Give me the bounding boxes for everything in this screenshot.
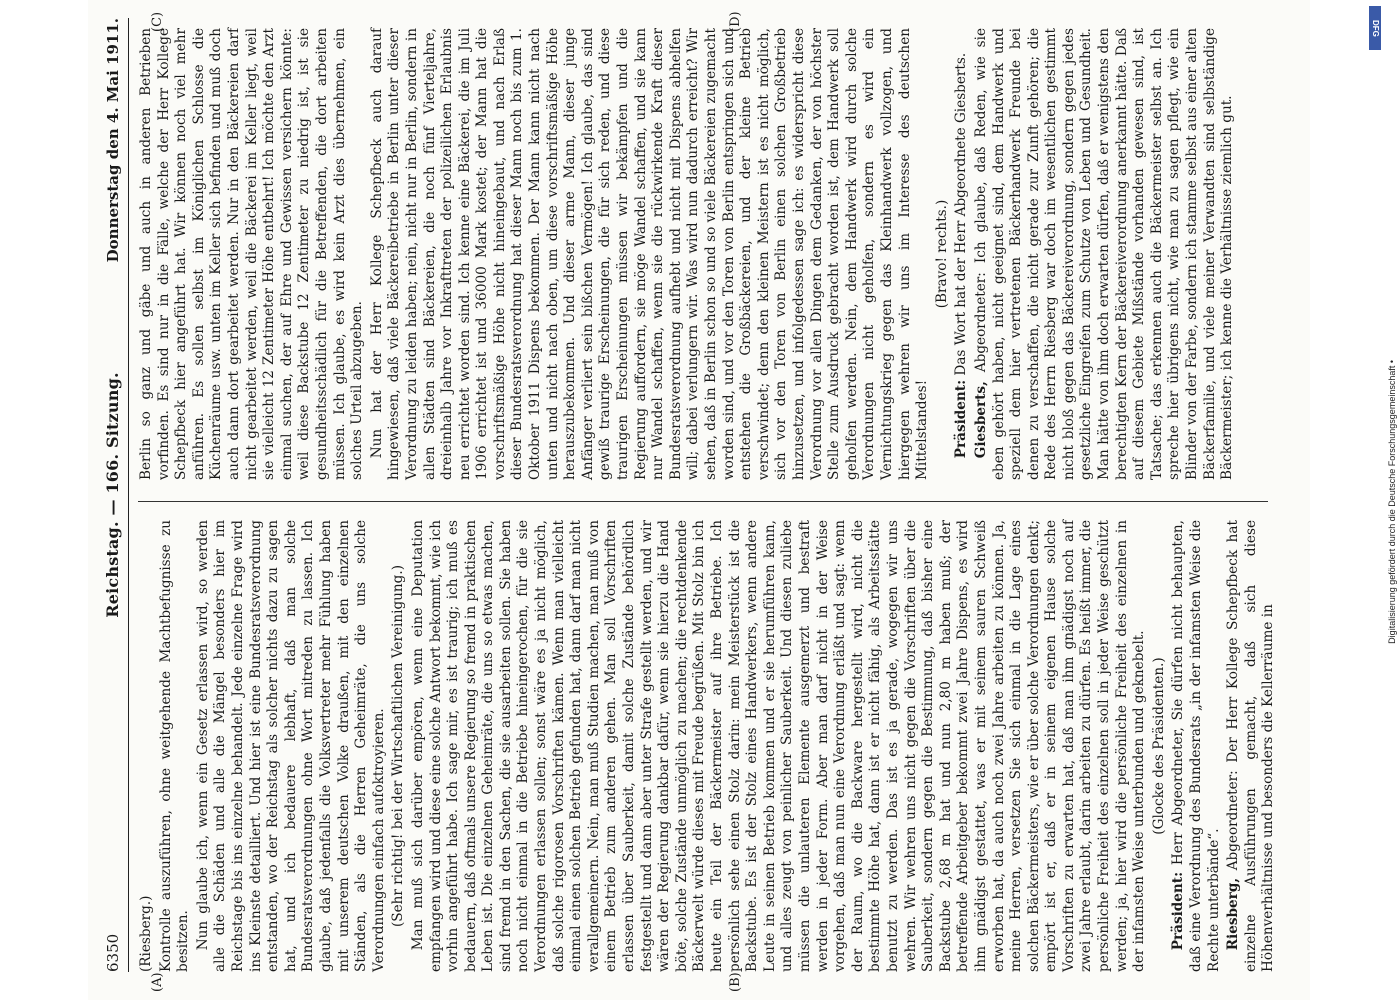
speaker-name: Riesberg, <box>1225 877 1242 951</box>
page-number: 6350 <box>104 933 122 972</box>
speaker-name: Präsident: <box>1170 871 1187 951</box>
speech-text: Herr Abgeordneter, Sie dürfen nicht behaupten, daß eine Verordnung des Bundesrats „in der infamsten Weise die Rechte unterbände“. <box>1170 520 1222 972</box>
page-title: Reichstag. — 166. Sitzung. <box>103 372 122 618</box>
paragraph <box>1225 520 1278 972</box>
document-page <box>88 0 1310 1000</box>
margin-marker-c: (C) <box>150 11 165 32</box>
dfg-logo: DFG <box>1369 6 1381 50</box>
page-header <box>102 18 129 972</box>
paragraph: Man muß sich darüber empören, wenn eine Deputation empfangen wird und diese eine solche Antwort bekommt, wie ich vorhin angeführt habe. Ich sage mir, es ist traurig; ich muß es bedauern, daß oftmals unsere Regierung so fremd in praktischen Leben ist. Die einzelnen Geheimräte, die uns so etwas machen, sind fremd in den Sachen, die sie ausarbeiten sollen. Sie haben noch nicht einmal in die Betriebe hineingerochen, für die sie Verordnungen erlassen sollen; sonst wäre es ja nicht möglich, daß solche rigorosen Vorschriften kämen. Wenn man vielleicht einmal einen solchen Betrieb gefunden hat, dann darf man nicht verallgemeinern. Nein, man muß Studien machen, man muß von einem Betrieb zum anderen gehen. Man soll Vorschriften erlassen über Sauberkeit, damit solche Zustände behördlich festgestellt und dann aber unter Strafe gestellt werden, und wir wären der Regierung dankbar dafür, wenn sie hierzu die Hand böte, solche Zustände unmöglich zu machen; die rechtdenkende Bäckerwelt würde dieses mit Freude begrüßen. Mit Stolz bin ich heute ein Teil der Bäckermeister auf ihre Betriebe. Ich persönlich sehe einen Stolz darin: mein Meisterstück ist die Backstube. Es ist der Stolz eines Handwerkers, wenn andere Leute in seinen Betrieb kommen und er sie herumführen kann, und alles zeugt von peinlicher Sauberkeit. Und diesen zuliebe müssen die unlauteren Elemente ausgemerzt und bestraft werden in jeder Form. Aber man darf nicht in der Weise vorgehen, daß man nun eine Verordnung erläßt und sagt: wenn der Raum, wo die Backware hergestellt wird, nicht die bestimmte Höhe hat, dann ist er nicht fähig, als Arbeitsstätte benutzt zu werden. Das ist es ja gerade, wogegen wir uns wehren. Wir wehren uns nicht gegen die Vorschriften über die Sauberkeit, sondern gegen die Bestimmung, daß bisher eine Backstube 2,68 m hat und nun 2,80 m haben muß; der betreffende Arbeitgeber bekommt zwei Jahre Dispens, es wird ihm gnädigst gestattet, was er mit seinem sauren Schweiß erworben hat, da auch noch zwei Jahre arbeiten zu können. Ja, meine Herren, versetzen Sie sich einmal in die Lage eines solchen Bäckermeisters, wie er über solche Verordnungen denkt; empört ist er, daß er in seinem eigenen Hause solche Vorschriften zu erwarten hat, daß man ihm gnädigst noch auf zwei Jahre erlaubt, darin arbeiten zu dürfen. Es heißt immer, die persönliche Freiheit des einzelnen soll in jeder Weise geschützt werden; ja, hier wird die persönliche Freiheit des einzelnen in der infamsten Weise unterbunden und geknebelt. <box>409 520 1148 972</box>
page-date: Donnerstag den 4. Mai 1911. <box>104 18 122 263</box>
digitization-credit: Digitalisierung gefördert durch die Deutsche Forschungsgemeinschaft • <box>1387 360 1397 644</box>
speech-text: Abgeordneter: Ich glaube, daß Reden, wie sie eben gehört haben, nicht geeignet sind, dem Handwerk und speziell dem hier vertretenen Bäckerhandwerk Freunde bei denen zu verschaffen, die nicht gerade zur Zunft gehören; die Rede des Herrn Riesberg war doch im wesentlichen gestimmt nicht bloß gegen das Bäckereiverordnung, sondern gegen jedes gesetzliche Eingreifen zum Schutze von Leben und Gesundheit. Man hätte von ihm doch erwarten dürfen, daß er wenigstens den berechtigten Kern der Bäckereiverordnung anerkannt hätte. Daß auf diesem Gebiete Mißstände vorhanden gewesen sind, ist Tatsache; das erkennen auch die Bäckermeister selbst an. Ich spreche hier übrigens nicht, wie man zu sagen pflegt, wie ein Blinder von der Farbe, sondern ich stamme selbst aus einer alten Bäckerfamilie, und viele meiner Verwandten sind selbständige Bäckermeister; ich kenne die Verhältnisse ziemlich gut. <box>972 27 1236 480</box>
paragraph: (Riesberg.) <box>138 895 154 972</box>
margin-marker-d: (D) <box>728 11 743 32</box>
speaker-name: Präsident: <box>953 379 970 459</box>
paragraph <box>953 28 971 480</box>
paragraph <box>973 28 1237 480</box>
speech-text: Abgeordneter: Der Herr Kollege Schepfbeck hat einzelne Ausführungen gemacht, daß sich diese Höhenverhältnisse und besonders die Kellerräume in <box>1225 520 1277 972</box>
margin-marker-a: (A) <box>150 972 165 992</box>
paragraph <box>1170 520 1223 972</box>
left-column <box>138 520 1277 972</box>
paragraph: Nun hat der Herr Kollege Schepfbeck auch darauf hingewiesen, daß viele Bäckereibetriebe in Berlin unter dieser Verordnung zu leiden haben; nein, nicht nur in Berlin, sondern in allen Städten sind Bäckereien, die noch fünf Vierteljahre, dreieinhalb Jahre vor Inkrafttreten der polizeilichen Erlaubnis neu errichtet worden sind. Ich kenne eine Bäckerei, die im Juli 1906 errichtet ist und 36000 Mark kostet; der Mann hat die vorschriftsmäßige Höhe nicht hineingebaut, und nach Erlaß dieser Bundesratsverordnung hat dieser Mann noch bis zum 1. Oktober 1911 Dispens bekommen. Der Mann kann nicht nach unten und nicht nach oben, um diese vorschriftsmäßige Höhe herauszubekommen. Und dieser arme Mann, dieser junge Anfänger verliert sein bißchen Vermögen! Ich glaube, das sind gewiß traurige Erscheinungen, die für sich reden, und diese traurigen Erscheinungen müssen wir bekämpfen und die Regierung auffordern, sie möge Wandel schaffen, und sie kann nur Wandel schaffen, wenn sie die rückwirkende Kraft dieser Bundesratsverordnung aufhebt und nicht mit Dispens abhelfen will; dabei verlungern wir. Was wird nun dadurch erreicht? Wir sehen, daß in Berlin schon so und so viele Bäckereien zugemacht worden sind, und vor den Toren von Berlin entspringen sich und entstehen die Großbäckereien, und der kleine Betrieb verschwindet; denn den kleinen Meistern ist es nicht möglich, sich vor den Toren von Berlin einen solchen Großbetrieb hinzusetzen, und infolgedessen sage ich: es widerspricht diese Verordnung vor allen Dingen dem Gedanken, der von höchster Stelle zum Ausdruck gebracht worden ist, dem Handwerk soll geholfen werden. Nein, dem Handwerk wird durch solche Verordnungen nicht geholfen, sondern es wird ein Vernichtungskrieg gegen das Kleinhandwerk vollzogen, und hiergegen wehren wir uns im Interesse des deutschen Mittelstandes! <box>368 28 931 480</box>
interjection: (Bravo! rechts.) <box>933 199 950 309</box>
interjection: (Sehr richtig! bei der Wirtschaftlichen Vereinigung.) <box>390 564 407 928</box>
speaker-name: Giesberts, <box>972 381 989 459</box>
column-divider <box>138 501 1268 502</box>
margin-marker-b: (B) <box>728 972 743 992</box>
speech-text: Das Wort hat der Herr Abgeordnete Giesberts. <box>953 52 970 376</box>
paragraph: Nun glaube ich, wenn ein Gesetz erlassen wird, so werden alle die Schäden und alle die Mängel besonders hier im Reichstage bis ins einzelne behandelt. Jede einzelne Frage wird ins Kleinste detailliert. Und hier ist eine Bundesratsverordnung entstanden, wo der Reichstag als solcher nichts dazu zu sagen hat, und ich bedauere lebhaft, daß man solche Bundesratsverordnungen ohne Wort mitreden zu lassen. Ich glaube, daß jedenfalls die Volksvertreter mehr Fühlung haben mit unserem deutschen Volke draußen, mit den einzelnen Ständen, als die Herren Geheimräte, die uns solche Verordnungen einfach aufoktroyieren. <box>194 520 387 972</box>
right-column <box>138 28 1268 480</box>
paragraph: Berlin so ganz und gäbe und auch in anderen Betrieben vorfinden. Es sind nur in die Fälle, welche der Herr Kollege Schepfbeck hier angeführt hat. Wir können noch viel mehr anführen. Es sollen selbst im Königlichen Schlosse die Küchenräume usw. unten im Keller sich befinden und muß doch auch dann dort gearbeitet werden. Nur in den Bäckereien darf nicht gearbeitet werden, weil die Bäckerei im Keller liegt, weil sie vielleicht 12 Zentimeter Höhe entbehrt! Ich möchte den Arzt einmal suchen, der auf Ehre und Gewissen versichern könnte: weil diese Backstube 12 Zentimeter zu niedrig ist, ist sie gesundheitsschädlich für die Betreffenden, die dort arbeiten müssen. Ich glaube, es wird kein Arzt dies übernehmen, ein solches Urteil abzugeben. <box>138 28 366 480</box>
interjection: (Glocke des Präsidenten.) <box>1150 657 1167 835</box>
paragraph: Kontrolle auszuführen, ohne weitgehende Machtbefugnisse zu besitzen. <box>157 520 192 972</box>
